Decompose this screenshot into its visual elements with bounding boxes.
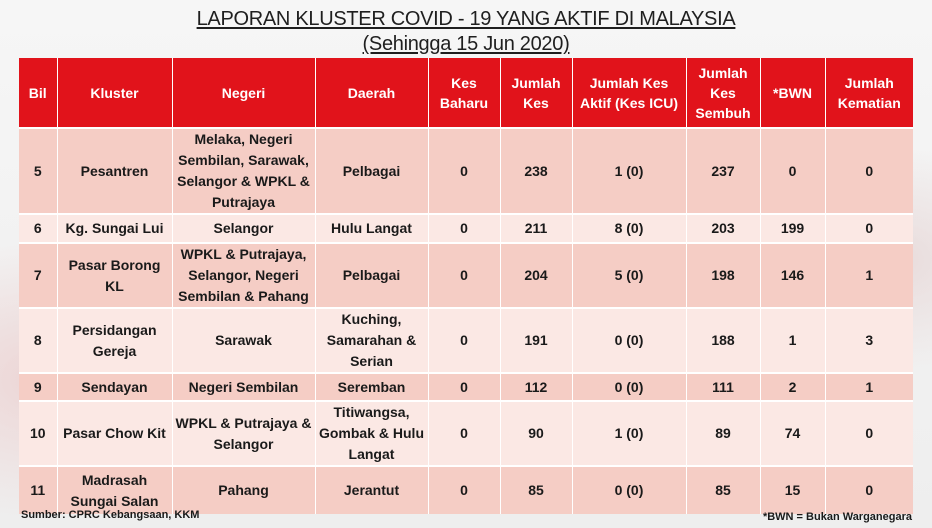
table-row bbox=[19, 308, 913, 373]
cell-negeri: Melaka, Negeri Sembilan, Sarawak, Selangor & WPKL & Putrajaya bbox=[172, 128, 315, 214]
cell-negeri: Negeri Sembilan bbox=[172, 373, 315, 401]
cell-bwn: 0 bbox=[760, 128, 825, 214]
cell-kluster: Persidangan Gereja bbox=[57, 308, 172, 373]
cell-bwn: 15 bbox=[760, 466, 825, 514]
cell-kematian: 1 bbox=[825, 243, 913, 308]
cell-bil: 11 bbox=[19, 466, 57, 514]
cell-jumlah-kes: 238 bbox=[500, 128, 572, 214]
bwn-footnote: *BWN = Bukan Warganegara bbox=[762, 511, 912, 523]
cell-kematian: 0 bbox=[825, 466, 913, 514]
cell-negeri: Sarawak bbox=[172, 308, 315, 373]
cell-kematian: 0 bbox=[825, 128, 913, 214]
cell-kes-sembuh: 111 bbox=[686, 373, 760, 401]
cell-bwn: 2 bbox=[760, 373, 825, 401]
cell-bil: 6 bbox=[19, 214, 57, 243]
cell-bwn: 74 bbox=[760, 401, 825, 466]
cell-daerah: Titiwangsa, Gombak & Hulu Langat bbox=[315, 401, 428, 466]
cell-daerah: Pelbagai bbox=[315, 243, 428, 308]
header-kes-aktif: Jumlah Kes Aktif (Kes ICU) bbox=[572, 58, 686, 128]
cell-kes-sembuh: 89 bbox=[686, 401, 760, 466]
cell-jumlah-kes: 204 bbox=[500, 243, 572, 308]
header-kes-sembuh: Jumlah Kes Sembuh bbox=[686, 58, 760, 128]
cell-jumlah-kes: 90 bbox=[500, 401, 572, 466]
header-bwn: *BWN bbox=[760, 58, 825, 128]
cell-bil: 7 bbox=[19, 243, 57, 308]
table-row bbox=[19, 128, 913, 214]
cell-jumlah-kes: 85 bbox=[500, 466, 572, 514]
cell-jumlah-kes: 112 bbox=[500, 373, 572, 401]
cell-bil: 8 bbox=[19, 308, 57, 373]
header-jumlah-kes: Jumlah Kes bbox=[500, 58, 572, 128]
cell-kes-sembuh: 85 bbox=[686, 466, 760, 514]
cell-kematian: 3 bbox=[825, 308, 913, 373]
cell-kes-aktif: 0 (0) bbox=[572, 466, 686, 514]
title-block bbox=[0, 6, 932, 56]
cell-daerah: Seremban bbox=[315, 373, 428, 401]
source-note: Sumber: CPRC Kebangsaan, KKM bbox=[21, 509, 200, 521]
cell-daerah: Kuching, Samarahan & Serian bbox=[315, 308, 428, 373]
cell-kes-aktif: 1 (0) bbox=[572, 401, 686, 466]
header-bil: Bil bbox=[19, 58, 57, 128]
cell-negeri: WPKL & Putrajaya & Selangor bbox=[172, 401, 315, 466]
cell-negeri: WPKL & Putrajaya, Selangor, Negeri Sembilan & Pahang bbox=[172, 243, 315, 308]
cell-kes-sembuh: 188 bbox=[686, 308, 760, 373]
cell-kes-baharu: 0 bbox=[428, 308, 500, 373]
header-daerah: Daerah bbox=[315, 58, 428, 128]
cell-kes-baharu: 0 bbox=[428, 214, 500, 243]
table-row bbox=[19, 373, 913, 401]
table-row bbox=[19, 466, 913, 514]
table-header-row bbox=[19, 58, 913, 128]
page-title: LAPORAN KLUSTER COVID - 19 YANG AKTIF DI MALAYSIA bbox=[196, 8, 736, 30]
cell-kes-baharu: 0 bbox=[428, 128, 500, 214]
cell-kes-aktif: 0 (0) bbox=[572, 373, 686, 401]
header-negeri: Negeri bbox=[172, 58, 315, 128]
cell-kes-aktif: 1 (0) bbox=[572, 128, 686, 214]
cell-kematian: 0 bbox=[825, 401, 913, 466]
cell-jumlah-kes: 191 bbox=[500, 308, 572, 373]
cell-kes-sembuh: 237 bbox=[686, 128, 760, 214]
cell-bil: 5 bbox=[19, 128, 57, 214]
header-kematian: Jumlah Kematian bbox=[825, 58, 913, 128]
cell-kluster: Madrasah Sungai Salan bbox=[57, 466, 172, 514]
header-kes-baharu: Kes Baharu bbox=[428, 58, 500, 128]
table-row bbox=[19, 243, 913, 308]
cell-bil: 9 bbox=[19, 373, 57, 401]
cell-kluster: Kg. Sungai Lui bbox=[57, 214, 172, 243]
cell-negeri: Selangor bbox=[172, 214, 315, 243]
cell-kes-baharu: 0 bbox=[428, 373, 500, 401]
cell-kes-baharu: 0 bbox=[428, 401, 500, 466]
cell-bwn: 146 bbox=[760, 243, 825, 308]
cell-negeri: Pahang bbox=[172, 466, 315, 514]
cell-daerah: Hulu Langat bbox=[315, 214, 428, 243]
page-subtitle: (Sehingga 15 Jun 2020) bbox=[362, 33, 570, 55]
cell-kematian: 0 bbox=[825, 214, 913, 243]
cell-jumlah-kes: 211 bbox=[500, 214, 572, 243]
cell-bwn: 1 bbox=[760, 308, 825, 373]
cell-bwn: 199 bbox=[760, 214, 825, 243]
cell-kes-baharu: 0 bbox=[428, 243, 500, 308]
cell-kes-baharu: 0 bbox=[428, 466, 500, 514]
cell-kluster: Sendayan bbox=[57, 373, 172, 401]
cell-daerah: Pelbagai bbox=[315, 128, 428, 214]
table-row bbox=[19, 401, 913, 466]
cell-daerah: Jerantut bbox=[315, 466, 428, 514]
cell-kluster: Pasar Borong KL bbox=[57, 243, 172, 308]
cell-kluster: Pesantren bbox=[57, 128, 172, 214]
cell-kes-sembuh: 203 bbox=[686, 214, 760, 243]
cell-kes-aktif: 5 (0) bbox=[572, 243, 686, 308]
cell-kes-aktif: 0 (0) bbox=[572, 308, 686, 373]
cell-kluster: Pasar Chow Kit bbox=[57, 401, 172, 466]
table-row bbox=[19, 214, 913, 243]
header-kluster: Kluster bbox=[57, 58, 172, 128]
cell-kematian: 1 bbox=[825, 373, 913, 401]
cluster-table bbox=[19, 58, 913, 514]
cell-kes-aktif: 8 (0) bbox=[572, 214, 686, 243]
cell-bil: 10 bbox=[19, 401, 57, 466]
cell-kes-sembuh: 198 bbox=[686, 243, 760, 308]
